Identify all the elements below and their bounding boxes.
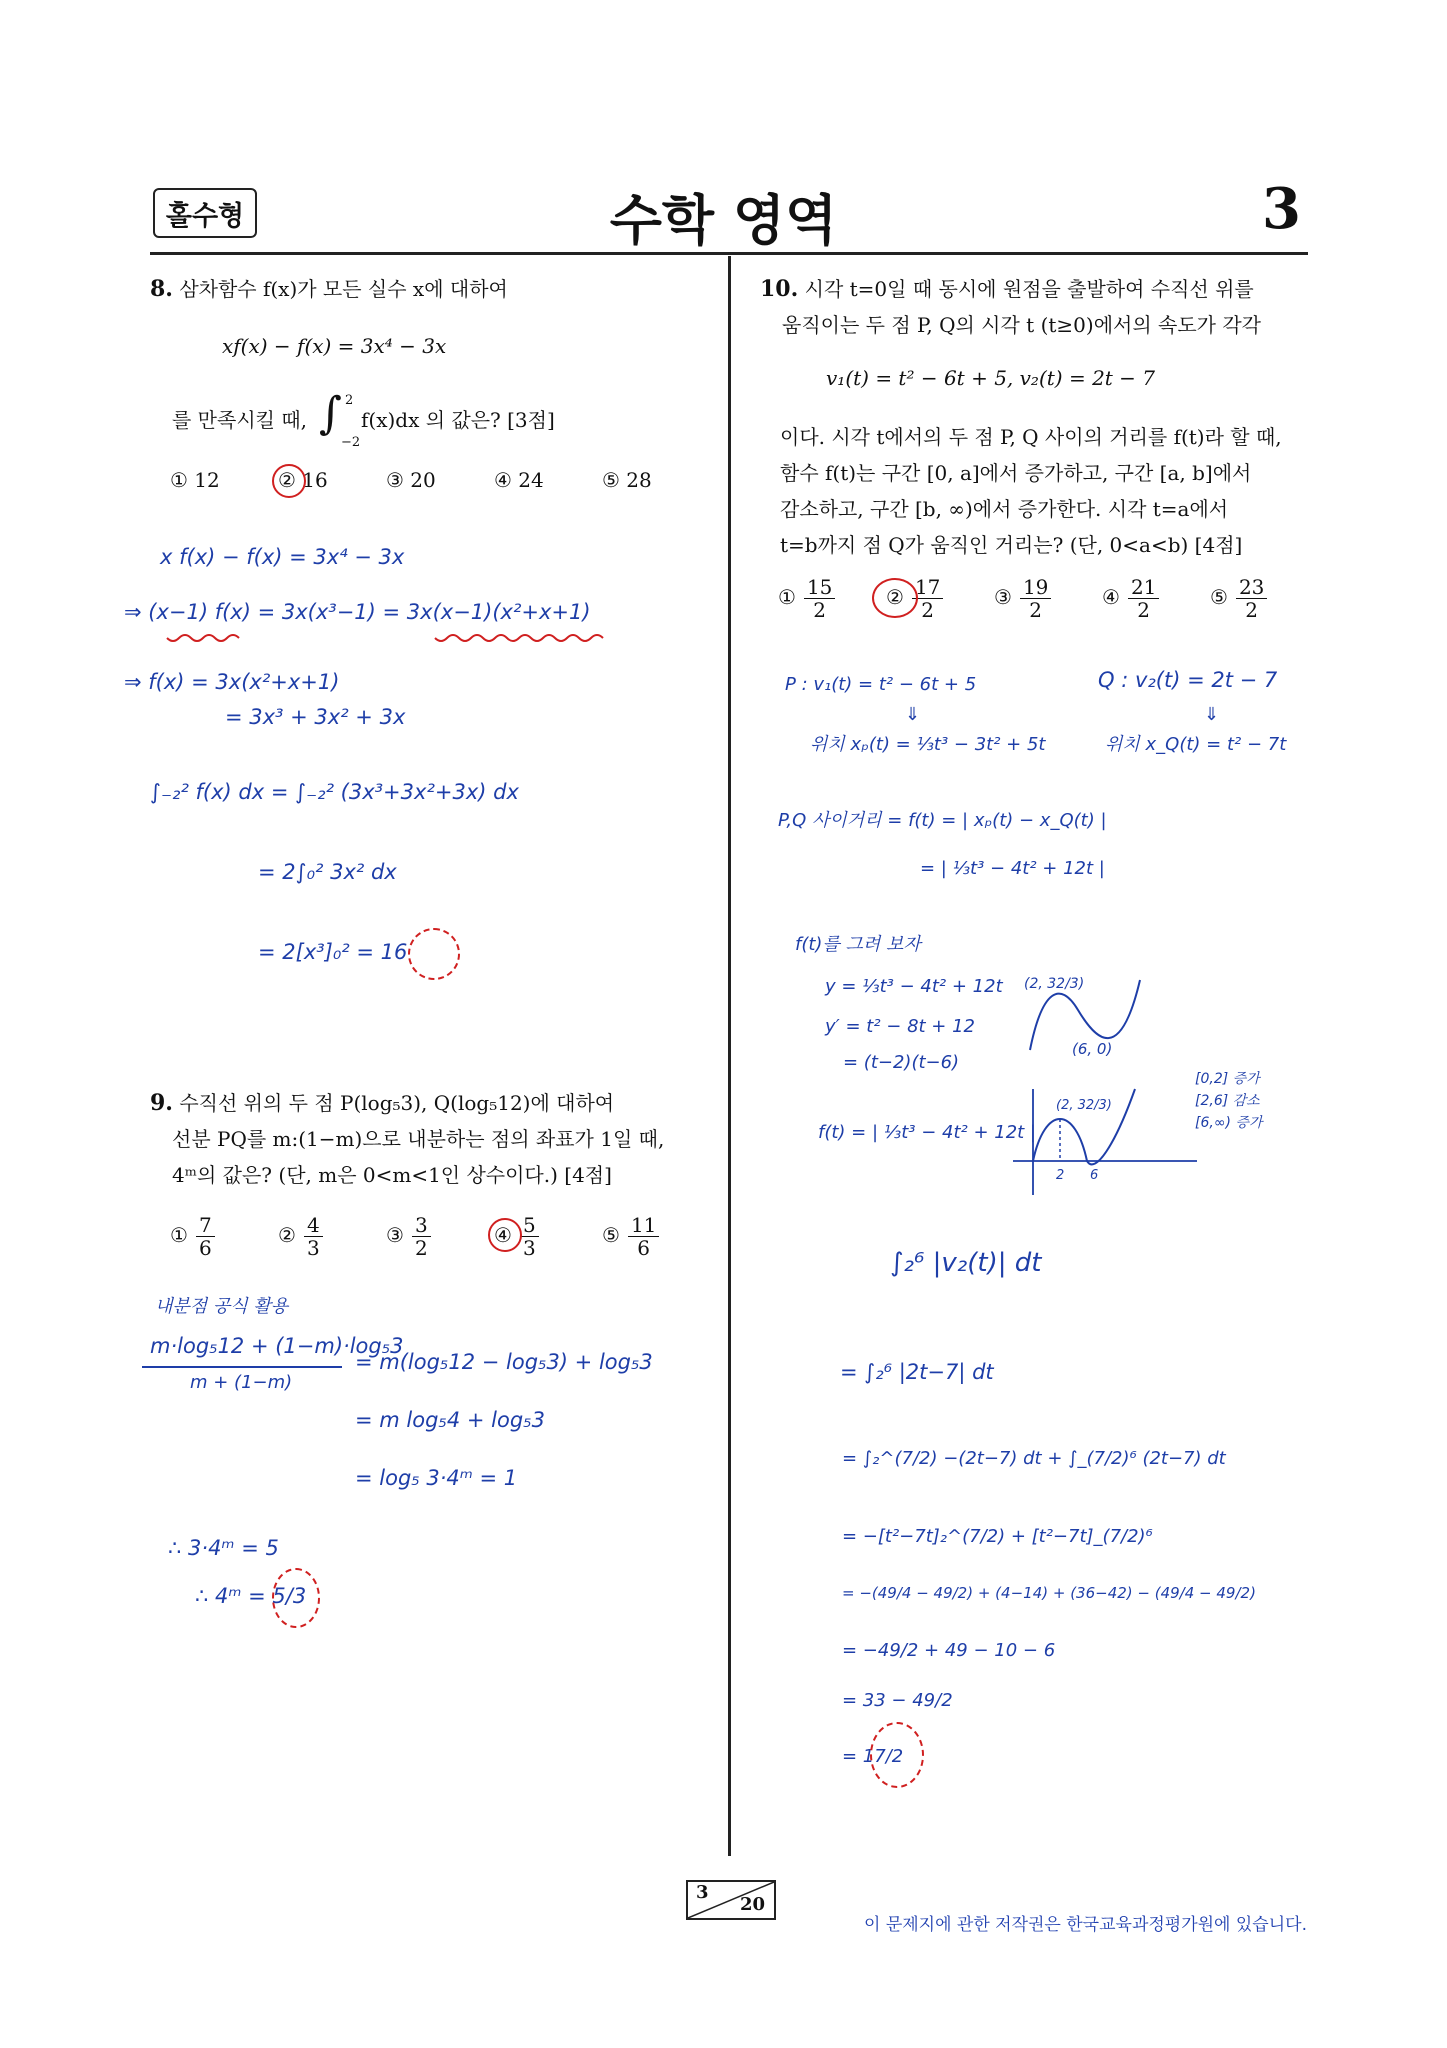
fraction-den: 2 (1245, 598, 1259, 622)
q9-choice-1[interactable] (170, 1214, 215, 1259)
page-indicator (686, 1880, 776, 1920)
q9-work-line: ∴ 3·4ᵐ = 5 (168, 1536, 279, 1560)
q8-work-line: = 2∫₀² 3x² dx (258, 860, 397, 884)
q8-work-line: = 2[x³]₀² = 16 (258, 940, 408, 964)
choice-fraction (196, 1214, 215, 1259)
choice-fraction (1020, 576, 1051, 621)
q9-line-2: 선분 PQ를 m:(1−m)으로 내분하는 점의 좌표가 1일 때, (172, 1127, 665, 1151)
q10-work-line: P : v₁(t) = t² − 6t + 5 (785, 674, 977, 695)
graph-tick-6: 6 (1090, 1168, 1099, 1183)
q8-underline-squiggles (165, 630, 605, 650)
choice-mark: ② (278, 1223, 296, 1247)
q10-work-line: 위치 xₚ(t) = ⅓t³ − 3t² + 5t (810, 734, 1046, 755)
q10-line-3: 이다. 시각 t에서의 두 점 P, Q 사이의 거리를 f(t)라 할 때, (780, 425, 1282, 449)
choice-mark: ⑤ (1210, 585, 1228, 609)
q10-line-5: 감소하고, 구간 [b, ∞)에서 증가한다. 시각 t=a에서 (780, 497, 1229, 521)
choice-fraction (304, 1214, 323, 1259)
fraction-den: 3 (522, 1236, 536, 1260)
q8-work-line: x f(x) − f(x) = 3x⁴ − 3x (160, 545, 405, 569)
fraction-den: 2 (414, 1236, 428, 1260)
q8-ask-pre: 를 만족시킬 때, (172, 408, 307, 432)
header-rule (150, 252, 1308, 255)
q8-int-upper: 2 (345, 393, 354, 408)
q10-work-line: = −(49/4 − 49/2) + (4−14) + (36−42) − (49/4 − 49/2) (842, 1584, 1256, 1602)
choice-mark: ③ (386, 1223, 404, 1247)
q10-velocities: v₁(t) = t² − 6t + 5, v₂(t) = 2t − 7 (826, 366, 1156, 390)
q10-work-line: = −49/2 + 49 − 10 − 6 (842, 1640, 1056, 1661)
q10-choices (778, 576, 1318, 626)
q9-number: 9. (150, 1090, 173, 1116)
q9-answer-mark (488, 1218, 522, 1252)
fraction-den: 2 (921, 598, 935, 622)
page-total: 20 (740, 1894, 766, 1915)
q9-choice-3[interactable] (386, 1214, 431, 1259)
choice-mark: ① (170, 1223, 188, 1247)
q9-work-line: = log₅ 3·4ᵐ = 1 (355, 1466, 518, 1490)
fraction-den: 2 (813, 598, 827, 622)
fraction-num: 3 (412, 1214, 431, 1237)
integral-sign: ∫ (319, 388, 342, 439)
squiggle-left (167, 635, 239, 641)
graph-tick-2: 2 (1056, 1168, 1065, 1183)
q8-integral (315, 390, 361, 450)
q10-work-line: y = ⅓t³ − 4t² + 12t (825, 976, 1003, 997)
q8-int-lower: −2 (341, 435, 361, 450)
fraction-num: 19 (1020, 576, 1051, 599)
page-number: 3 (1262, 176, 1301, 242)
q10-work-line: = 17/2 (842, 1746, 904, 1767)
interval-note: [2,6] 감소 (1195, 1093, 1260, 1109)
choice-mark: ② (886, 585, 904, 609)
q9-choices (170, 1214, 690, 1264)
exam-type-label: 홀수형 (165, 200, 245, 232)
q10-choice-1[interactable] (778, 576, 835, 621)
graph-label-max: (2, 32/3) (1056, 1098, 1112, 1113)
q10-final-answer-mark (870, 1722, 924, 1788)
column-divider (728, 256, 731, 1856)
q10-work-line: y′ = t² − 8t + 12 (825, 1016, 976, 1037)
choice-fraction (804, 576, 835, 621)
fraction-num: 5 (520, 1214, 539, 1237)
q8-stem-line (150, 272, 508, 306)
q8-stem: 삼차함수 f(x)가 모든 실수 x에 대하여 (179, 277, 508, 301)
q9-choice-5[interactable] (602, 1214, 659, 1259)
q8-choice-4[interactable]: ④ 24 (494, 468, 544, 492)
q10-work-line: ∫₂⁶ |v₂(t)| dt (890, 1248, 1042, 1278)
fraction-num: 7 (196, 1214, 215, 1237)
sketch-label-max: (2, 32/3) (1024, 976, 1085, 992)
q9-final-answer-mark (272, 1568, 320, 1628)
q10-work-line: P,Q 사이거리 = f(t) = | xₚ(t) − x_Q(t) | (778, 810, 1107, 831)
q8-ask-post: f(x)dx 의 값은? [3점] (361, 408, 555, 432)
q10-line-2: 움직이는 두 점 P, Q의 시각 t (t≥0)에서의 속도가 각각 (782, 313, 1261, 337)
q9-work-line: = m log₅4 + log₅3 (355, 1408, 545, 1432)
q8-ask (172, 390, 555, 450)
q8-choice-3[interactable]: ③ 20 (386, 468, 436, 492)
q8-work-line: ⇒ f(x) = 3x(x²+x+1) (124, 670, 340, 694)
choice-fraction (412, 1214, 431, 1259)
q10-work-arrow: ⇓ (905, 704, 921, 725)
q8-choice-5[interactable]: ⑤ 28 (602, 468, 652, 492)
q9-work-line: ∴ 4ᵐ = 5/3 (195, 1584, 307, 1608)
q9-fraction-bar (142, 1366, 342, 1368)
q10-work-line: f(t) = | ⅓t³ − 4t² + 12t | (818, 1122, 1036, 1143)
fraction-den: 6 (637, 1236, 651, 1260)
q10-answer-mark (872, 578, 918, 618)
interval-note: [6,∞) 증가 (1195, 1115, 1263, 1131)
q10-text-1: 시각 t=0일 때 동시에 원점을 출발하여 수직선 위를 (804, 277, 1254, 301)
fraction-num: 4 (304, 1214, 323, 1237)
choice-mark: ③ (994, 585, 1012, 609)
choice-fraction (628, 1214, 659, 1259)
q8-work-line: ⇒ (x−1) f(x) = 3x(x³−1) = 3x(x−1)(x²+x+1) (124, 600, 591, 624)
q8-choices (170, 468, 690, 498)
q10-work-line: = ∫₂⁶ |2t−7| dt (840, 1360, 994, 1384)
q10-work-line: 위치 x_Q(t) = t² − 7t (1105, 734, 1287, 755)
fraction-num: 11 (628, 1214, 659, 1237)
q10-line-1 (760, 272, 1254, 306)
q9-text-1: 수직선 위의 두 점 P(log₅3), Q(log₅12)에 대하여 (179, 1091, 615, 1115)
squiggle-right (435, 635, 603, 641)
q8-number: 8. (150, 276, 173, 302)
fraction-num: 17 (912, 576, 943, 599)
choice-mark: ① (778, 585, 796, 609)
q8-equation: xf(x) − f(x) = 3x⁴ − 3x (222, 334, 447, 358)
q8-work-line: ∫₋₂² f(x) dx = ∫₋₂² (3x³+3x²+3x) dx (150, 780, 519, 804)
choice-fraction (1236, 576, 1267, 621)
q9-work-line: = m(log₅12 − log₅3) + log₅3 (355, 1350, 653, 1374)
fraction-den: 3 (306, 1236, 320, 1260)
fraction-den: 2 (1029, 598, 1043, 622)
q10-choice-4[interactable] (1102, 576, 1159, 621)
page-current: 3 (696, 1882, 709, 1903)
q9-work-line: 내분점 공식 활용 (155, 1296, 289, 1317)
interval-note: [0,2] 증가 (1195, 1071, 1260, 1087)
q10-choice-5[interactable] (1210, 576, 1267, 621)
q9-line-3: 4ᵐ의 값은? (단, m은 0<m<1인 상수이다.) [4점] (172, 1163, 612, 1187)
q8-final-answer-mark (408, 928, 460, 980)
q10-line-6: t=b까지 점 Q가 움직인 거리는? (단, 0<a<b) [4점] (780, 533, 1243, 557)
fraction-den: 2 (1137, 598, 1151, 622)
choice-mark: ④ (494, 1223, 512, 1247)
fraction-num: 23 (1236, 576, 1267, 599)
q10-number: 10. (760, 276, 799, 302)
sketch-label-min: (6, 0) (1072, 1040, 1113, 1058)
q9-line-1 (150, 1086, 614, 1120)
fraction-den: 6 (198, 1236, 212, 1260)
q10-line-4: 함수 f(t)는 구간 [0, a]에서 증가하고, 구간 [a, b]에서 (780, 461, 1252, 485)
q10-work-line: = ∫₂^(7/2) −(2t−7) dt + ∫_(7/2)⁶ (2t−7) dt (842, 1448, 1226, 1469)
q10-choice-3[interactable] (994, 576, 1051, 621)
page-title: 수학 영역 (609, 189, 838, 252)
q8-answer-mark (272, 464, 306, 498)
q10-work-line: = −[t²−7t]₂^(7/2) + [t²−7t]_(7/2)⁶ (842, 1526, 1153, 1547)
q9-choice-2[interactable] (278, 1214, 323, 1259)
q10-work-line: = | ⅓t³ − 4t² + 12t | (920, 858, 1105, 879)
choice-fraction (1128, 576, 1159, 621)
q10-work-arrow: ⇓ (1204, 704, 1220, 725)
choice-fraction (520, 1214, 539, 1259)
q10-work-line: Q : v₂(t) = 2t − 7 (1098, 668, 1278, 692)
choice-mark: ⑤ (602, 1223, 620, 1247)
q10-work-line: = (t−2)(t−6) (843, 1052, 960, 1073)
q9-work-line: m·log₅12 + (1−m)·log₅3 (150, 1334, 404, 1358)
q10-work-line: = 33 − 49/2 (842, 1690, 953, 1711)
choice-mark: ④ (1102, 585, 1120, 609)
q8-choice-1[interactable]: ① 12 (170, 468, 220, 492)
q8-choice-2[interactable]: ② 16 (278, 468, 328, 492)
q9-work-line: m + (1−m) (190, 1372, 293, 1393)
q8-work-line: = 3x³ + 3x² + 3x (225, 705, 406, 729)
q10-work-line: f(t)를 그려 보자 (795, 934, 921, 955)
fraction-num: 21 (1128, 576, 1159, 599)
copyright-notice: 이 문제지에 관한 저작권은 한국교육과정평가원에 있습니다. (864, 1915, 1307, 1935)
fraction-num: 15 (804, 576, 835, 599)
